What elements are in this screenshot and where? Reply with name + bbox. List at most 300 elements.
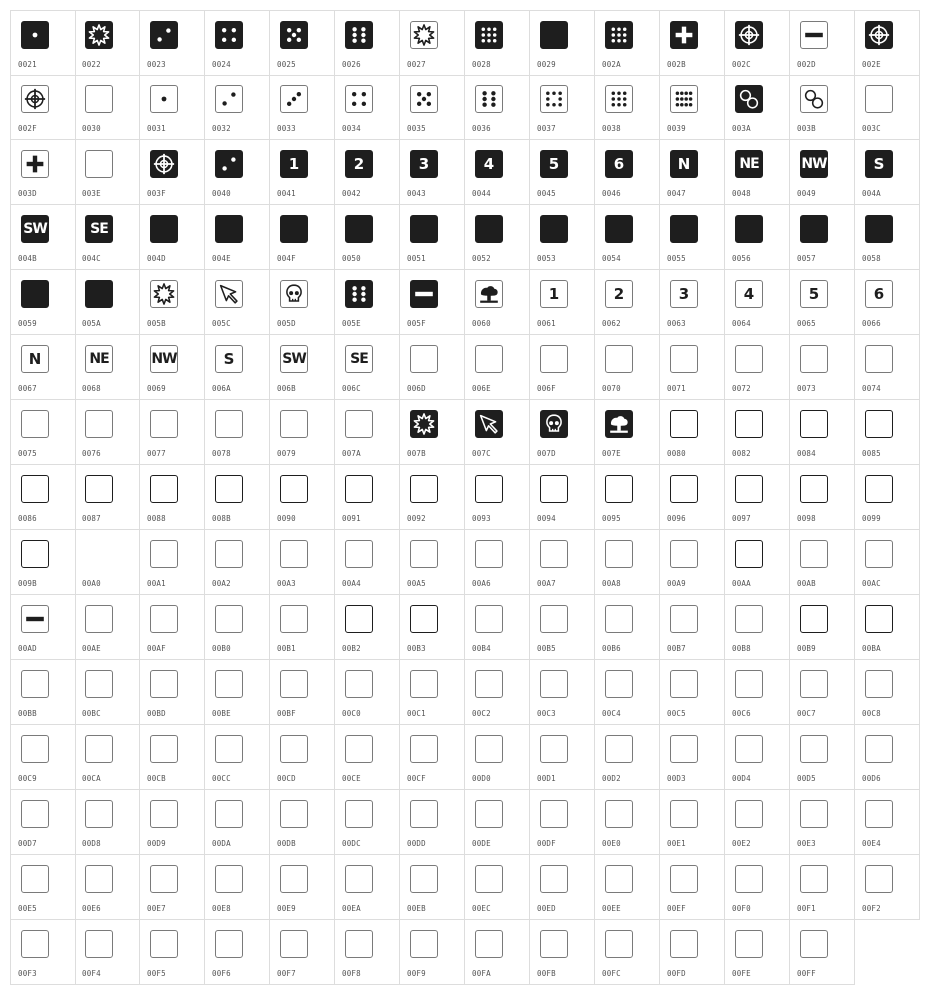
- glyph-code: 004E: [212, 254, 231, 263]
- glyph-cell[interactable]: [530, 725, 595, 790]
- glyph-cell[interactable]: [465, 855, 530, 920]
- glyph-code: 005A: [82, 319, 101, 328]
- glyph-cell[interactable]: [725, 270, 790, 335]
- glyph-cell[interactable]: [725, 140, 790, 205]
- glyph-cell[interactable]: [205, 465, 270, 530]
- glyph-cell[interactable]: [530, 270, 595, 335]
- glyph-cell[interactable]: [530, 595, 595, 660]
- glyph-cell[interactable]: [10, 790, 76, 855]
- glyph-code: 00A7: [537, 579, 556, 588]
- glyph-cell[interactable]: [660, 595, 725, 660]
- glyph-cell[interactable]: [855, 10, 920, 76]
- glyph-cell[interactable]: [530, 920, 595, 985]
- glyph-cell[interactable]: [725, 400, 790, 465]
- glyph-cell[interactable]: [855, 855, 920, 920]
- glyph-cell[interactable]: [660, 725, 725, 790]
- glyph-cell[interactable]: [270, 725, 335, 790]
- glyph-cell[interactable]: [140, 75, 205, 140]
- glyph-cell[interactable]: [335, 335, 400, 400]
- glyph-cell[interactable]: [465, 530, 530, 595]
- glyph-cell[interactable]: [725, 920, 790, 985]
- glyph-cell[interactable]: [10, 335, 76, 400]
- glyph-cell[interactable]: [595, 920, 660, 985]
- glyph-code: 003D: [18, 189, 37, 198]
- blank-glyph: [280, 865, 308, 893]
- glyph-cell[interactable]: [10, 595, 76, 660]
- glyph-cell[interactable]: [790, 790, 855, 855]
- glyph-cell[interactable]: [595, 10, 660, 76]
- glyph-code: 00E6: [82, 904, 101, 913]
- dot-icon: [21, 21, 49, 49]
- glyph-cell[interactable]: [790, 595, 855, 660]
- glyph-cell[interactable]: [205, 855, 270, 920]
- glyph-code: 0066: [862, 319, 881, 328]
- glyph-cell[interactable]: [10, 465, 76, 530]
- glyph-cell[interactable]: [595, 660, 660, 725]
- blank-glyph: [475, 475, 503, 503]
- glyph-cell[interactable]: [270, 10, 335, 76]
- blank-glyph: [475, 540, 503, 568]
- glyph-cell[interactable]: [270, 465, 335, 530]
- glyph-cell[interactable]: [400, 400, 465, 465]
- glyph-code: 006C: [342, 384, 361, 393]
- glyph-cell[interactable]: [335, 725, 400, 790]
- glyph-cell[interactable]: [725, 790, 790, 855]
- glyph-cell[interactable]: [75, 335, 140, 400]
- glyph-cell[interactable]: [530, 205, 595, 270]
- glyph-text: NE: [739, 156, 759, 172]
- glyph-code: 00F0: [732, 904, 751, 913]
- glyph-cell[interactable]: [335, 205, 400, 270]
- glyph-cell[interactable]: [10, 205, 76, 270]
- glyph-cell[interactable]: [75, 595, 140, 660]
- glyph-cell[interactable]: [465, 205, 530, 270]
- glyph-cell[interactable]: [335, 920, 400, 985]
- blank-glyph: [215, 865, 243, 893]
- die-4-icon: [215, 21, 243, 49]
- glyph-cell[interactable]: [335, 400, 400, 465]
- text-glyph: [735, 150, 763, 178]
- blank-glyph: [150, 930, 178, 958]
- glyph-cell[interactable]: [335, 140, 400, 205]
- glyph-cell[interactable]: [335, 855, 400, 920]
- glyph-cell[interactable]: [595, 400, 660, 465]
- blank-glyph: [800, 475, 828, 503]
- glyph-cell[interactable]: [595, 725, 660, 790]
- glyph-cell[interactable]: [140, 205, 205, 270]
- glyph-cell[interactable]: [335, 270, 400, 335]
- glyph-cell[interactable]: [205, 400, 270, 465]
- blank-glyph: [670, 215, 698, 243]
- glyph-cell[interactable]: [790, 465, 855, 530]
- glyph-text: S: [223, 349, 235, 368]
- glyph-cell[interactable]: [140, 855, 205, 920]
- glyph-code: 00E8: [212, 904, 231, 913]
- glyph-cell[interactable]: [10, 10, 76, 76]
- glyph-cell[interactable]: [855, 790, 920, 855]
- glyph-code: 008B: [212, 514, 231, 523]
- glyph-cell[interactable]: [855, 335, 920, 400]
- glyph-cell[interactable]: [140, 595, 205, 660]
- glyph-cell[interactable]: [400, 725, 465, 790]
- glyph-cell[interactable]: [205, 335, 270, 400]
- glyph-cell[interactable]: [75, 920, 140, 985]
- glyph-cell[interactable]: [595, 270, 660, 335]
- glyph-text: NE: [89, 351, 109, 367]
- glyph-cell[interactable]: [335, 790, 400, 855]
- glyph-cell[interactable]: [725, 335, 790, 400]
- text-glyph: [21, 215, 49, 243]
- glyph-cell[interactable]: [335, 595, 400, 660]
- glyph-cell[interactable]: [530, 855, 595, 920]
- glyph-cell[interactable]: [75, 205, 140, 270]
- glyph-cell[interactable]: [595, 790, 660, 855]
- glyph-cell[interactable]: [75, 140, 140, 205]
- glyph-cell[interactable]: [855, 725, 920, 790]
- glyph-cell[interactable]: [595, 140, 660, 205]
- glyph-cell[interactable]: [140, 270, 205, 335]
- blank-glyph: [150, 800, 178, 828]
- glyph-cell[interactable]: [400, 530, 465, 595]
- glyph-code: 00F3: [18, 969, 37, 978]
- glyph-cell[interactable]: [400, 920, 465, 985]
- glyph-cell[interactable]: [465, 10, 530, 76]
- die-9-icon: [605, 21, 633, 49]
- glyph-cell[interactable]: [660, 140, 725, 205]
- text-glyph: [800, 150, 828, 178]
- glyph-code: 00AC: [862, 579, 881, 588]
- glyph-cell[interactable]: [790, 400, 855, 465]
- glyph-cell[interactable]: [140, 790, 205, 855]
- glyph-cell[interactable]: [725, 725, 790, 790]
- glyph-cell[interactable]: [140, 920, 205, 985]
- glyph-code: 00FF: [797, 969, 816, 978]
- glyph-cell[interactable]: [790, 920, 855, 985]
- glyph-cell[interactable]: [400, 595, 465, 660]
- glyph-cell[interactable]: [855, 660, 920, 725]
- glyph-code: 0029: [537, 60, 556, 69]
- glyph-cell[interactable]: [595, 595, 660, 660]
- glyph-cell[interactable]: [270, 920, 335, 985]
- glyph-cell[interactable]: [270, 75, 335, 140]
- glyph-cell[interactable]: [10, 725, 76, 790]
- glyph-cell[interactable]: [465, 465, 530, 530]
- glyph-code: 00DE: [472, 839, 491, 848]
- blank-glyph: [865, 605, 893, 633]
- glyph-cell[interactable]: [140, 465, 205, 530]
- glyph-code: 0061: [537, 319, 556, 328]
- glyph-cell[interactable]: [75, 660, 140, 725]
- glyph-code: 00C0: [342, 709, 361, 718]
- blank-glyph: [475, 735, 503, 763]
- glyph-cell[interactable]: [595, 205, 660, 270]
- glyph-code: 0064: [732, 319, 751, 328]
- blank-glyph: [865, 215, 893, 243]
- glyph-cell[interactable]: [205, 920, 270, 985]
- glyph-cell[interactable]: [855, 595, 920, 660]
- glyph-cell[interactable]: [335, 465, 400, 530]
- glyph-cell[interactable]: [270, 855, 335, 920]
- blank-glyph: [150, 410, 178, 438]
- glyph-code: 0041: [277, 189, 296, 198]
- glyph-cell[interactable]: [530, 790, 595, 855]
- glyph-cell[interactable]: [595, 75, 660, 140]
- blank-glyph: [540, 865, 568, 893]
- glyph-cell[interactable]: [725, 10, 790, 76]
- glyph-cell[interactable]: [530, 75, 595, 140]
- glyph-cell[interactable]: [10, 855, 76, 920]
- glyph-code: 004B: [18, 254, 37, 263]
- skull-icon: [280, 280, 308, 308]
- glyph-code: 00B2: [342, 644, 361, 653]
- glyph-cell[interactable]: [855, 75, 920, 140]
- glyph-cell[interactable]: [855, 400, 920, 465]
- glyph-cell[interactable]: [660, 855, 725, 920]
- glyph-cell[interactable]: [790, 660, 855, 725]
- glyph-cell[interactable]: [465, 920, 530, 985]
- glyph-cell[interactable]: [75, 75, 140, 140]
- glyph-cell[interactable]: [335, 75, 400, 140]
- glyph-cell[interactable]: [465, 595, 530, 660]
- glyph-code: 00D5: [797, 774, 816, 783]
- blank-glyph: [865, 475, 893, 503]
- glyph-cell[interactable]: [140, 335, 205, 400]
- text-glyph: [345, 150, 373, 178]
- glyph-code: 006F: [537, 384, 556, 393]
- glyph-cell[interactable]: [465, 140, 530, 205]
- glyph-cell[interactable]: [855, 530, 920, 595]
- glyph-cell[interactable]: [855, 205, 920, 270]
- glyph-cell[interactable]: [140, 140, 205, 205]
- glyph-cell[interactable]: [660, 335, 725, 400]
- glyph-code: 00C7: [797, 709, 816, 718]
- glyph-cell[interactable]: [75, 855, 140, 920]
- glyph-code: 00D8: [82, 839, 101, 848]
- text-glyph: [605, 150, 633, 178]
- glyph-cell[interactable]: [660, 790, 725, 855]
- glyph-cell[interactable]: [530, 400, 595, 465]
- glyph-cell[interactable]: [465, 335, 530, 400]
- glyph-cell[interactable]: [205, 270, 270, 335]
- glyph-cell[interactable]: [75, 725, 140, 790]
- blank-glyph: [735, 215, 763, 243]
- blank-glyph: [280, 475, 308, 503]
- glyph-code: 0051: [407, 254, 426, 263]
- glyph-code: 0030: [82, 124, 101, 133]
- glyph-code: 0040: [212, 189, 231, 198]
- blank-glyph: [280, 215, 308, 243]
- glyph-code: 007A: [342, 449, 361, 458]
- glyph-cell[interactable]: [465, 790, 530, 855]
- glyph-cell[interactable]: [465, 660, 530, 725]
- glyph-cell[interactable]: [270, 790, 335, 855]
- glyph-cell[interactable]: [595, 465, 660, 530]
- blank-glyph: [410, 930, 438, 958]
- glyph-cell[interactable]: [270, 270, 335, 335]
- glyph-cell[interactable]: [790, 855, 855, 920]
- glyph-cell[interactable]: [660, 75, 725, 140]
- glyph-cell[interactable]: [530, 660, 595, 725]
- glyph-cell[interactable]: [400, 140, 465, 205]
- glyph-cell[interactable]: [855, 140, 920, 205]
- glyph-code: 0092: [407, 514, 426, 523]
- glyph-cell[interactable]: [400, 10, 465, 76]
- glyph-cell[interactable]: [75, 400, 140, 465]
- glyph-text: 6: [873, 284, 885, 303]
- glyph-cell[interactable]: [10, 530, 76, 595]
- glyph-cell[interactable]: [725, 855, 790, 920]
- glyph-cell[interactable]: [660, 920, 725, 985]
- glyph-cell[interactable]: [335, 660, 400, 725]
- blank-glyph: [410, 800, 438, 828]
- glyph-cell[interactable]: [270, 595, 335, 660]
- glyph-code: 00AE: [82, 644, 101, 653]
- glyph-cell[interactable]: [205, 530, 270, 595]
- glyph-cell[interactable]: [270, 530, 335, 595]
- glyph-cell[interactable]: [205, 725, 270, 790]
- glyph-text: N: [677, 154, 691, 173]
- glyph-cell[interactable]: [75, 270, 140, 335]
- glyph-cell[interactable]: [205, 790, 270, 855]
- glyph-cell[interactable]: [530, 530, 595, 595]
- blank-glyph: [475, 345, 503, 373]
- glyph-cell[interactable]: [140, 660, 205, 725]
- glyph-code: 00C8: [862, 709, 881, 718]
- glyph-code: 0042: [342, 189, 361, 198]
- glyph-cell[interactable]: [140, 400, 205, 465]
- blank-glyph: [800, 540, 828, 568]
- glyph-cell[interactable]: [790, 75, 855, 140]
- die-9-icon: [605, 85, 633, 113]
- glyph-cell[interactable]: [855, 270, 920, 335]
- minus-icon: [410, 280, 438, 308]
- glyph-cell[interactable]: [660, 205, 725, 270]
- glyph-cell[interactable]: [465, 725, 530, 790]
- glyph-cell[interactable]: [465, 270, 530, 335]
- glyph-cell[interactable]: [400, 465, 465, 530]
- glyph-cell[interactable]: [10, 400, 76, 465]
- glyph-cell[interactable]: [465, 75, 530, 140]
- glyph-cell[interactable]: [400, 75, 465, 140]
- glyph-cell[interactable]: [270, 140, 335, 205]
- blank-glyph: [735, 865, 763, 893]
- glyph-cell[interactable]: [790, 10, 855, 76]
- glyph-cell[interactable]: [270, 205, 335, 270]
- blank-glyph: [150, 215, 178, 243]
- glyph-cell[interactable]: [205, 75, 270, 140]
- glyph-cell[interactable]: [660, 400, 725, 465]
- glyph-cell[interactable]: [530, 10, 595, 76]
- glyph-cell[interactable]: [595, 335, 660, 400]
- glyph-code: 007E: [602, 449, 621, 458]
- blank-glyph: [865, 345, 893, 373]
- glyph-cell[interactable]: [530, 335, 595, 400]
- glyph-cell[interactable]: [75, 10, 140, 76]
- glyph-code: 00B9: [797, 644, 816, 653]
- blank-glyph: [540, 475, 568, 503]
- glyph-cell[interactable]: [790, 725, 855, 790]
- glyph-cell[interactable]: [140, 725, 205, 790]
- glyph-cell[interactable]: [10, 660, 76, 725]
- glyph-code: 00CA: [82, 774, 101, 783]
- glyph-cell[interactable]: [10, 75, 76, 140]
- glyph-cell[interactable]: [75, 465, 140, 530]
- glyph-cell[interactable]: [205, 140, 270, 205]
- glyph-cell[interactable]: [660, 660, 725, 725]
- glyph-code: 00B6: [602, 644, 621, 653]
- glyph-cell[interactable]: [140, 10, 205, 76]
- blank-glyph: [800, 605, 828, 633]
- glyph-code: 00A5: [407, 579, 426, 588]
- glyph-cell[interactable]: [270, 660, 335, 725]
- glyph-cell[interactable]: [270, 335, 335, 400]
- glyph-cell[interactable]: [725, 205, 790, 270]
- glyph-cell[interactable]: [595, 855, 660, 920]
- glyph-cell[interactable]: [660, 10, 725, 76]
- glyph-cell[interactable]: [335, 10, 400, 76]
- glyph-cell[interactable]: [725, 595, 790, 660]
- glyph-cell[interactable]: [530, 465, 595, 530]
- glyph-cell[interactable]: [270, 400, 335, 465]
- glyph-cell[interactable]: [725, 530, 790, 595]
- glyph-cell[interactable]: [790, 270, 855, 335]
- glyph-cell[interactable]: [725, 465, 790, 530]
- glyph-cell[interactable]: [205, 660, 270, 725]
- glyph-cell[interactable]: [790, 335, 855, 400]
- glyph-cell[interactable]: [205, 205, 270, 270]
- glyph-code: 0028: [472, 60, 491, 69]
- glyph-cell[interactable]: [205, 10, 270, 76]
- glyph-cell[interactable]: [335, 530, 400, 595]
- glyph-cell[interactable]: [10, 920, 76, 985]
- glyph-cell[interactable]: [660, 465, 725, 530]
- glyph-cell[interactable]: [725, 660, 790, 725]
- glyph-cell[interactable]: [10, 140, 76, 205]
- blank-glyph: [605, 930, 633, 958]
- glyph-cell[interactable]: [400, 790, 465, 855]
- glyph-code: 00F8: [342, 969, 361, 978]
- glyph-cell[interactable]: [400, 855, 465, 920]
- glyph-cell[interactable]: [400, 660, 465, 725]
- glyph-cell[interactable]: [790, 140, 855, 205]
- glyph-cell[interactable]: [75, 530, 140, 595]
- glyph-cell[interactable]: [790, 530, 855, 595]
- glyph-cell[interactable]: [10, 270, 76, 335]
- blank-glyph: [85, 865, 113, 893]
- glyph-cell[interactable]: [400, 270, 465, 335]
- glyph-cell[interactable]: [140, 530, 205, 595]
- glyph-cell[interactable]: [400, 205, 465, 270]
- glyph-cell[interactable]: [725, 75, 790, 140]
- glyph-code: 00C4: [602, 709, 621, 718]
- glyph-code: 00E5: [18, 904, 37, 913]
- die-6-icon: [345, 280, 373, 308]
- glyph-cell[interactable]: [205, 595, 270, 660]
- glyph-cell[interactable]: [400, 335, 465, 400]
- glyph-cell[interactable]: [465, 400, 530, 465]
- glyph-cell[interactable]: [660, 530, 725, 595]
- glyph-code: 0090: [277, 514, 296, 523]
- blank-glyph: [865, 735, 893, 763]
- glyph-code: 00DF: [537, 839, 556, 848]
- glyph-cell[interactable]: [855, 465, 920, 530]
- glyph-cell[interactable]: [595, 530, 660, 595]
- glyph-cell[interactable]: [790, 205, 855, 270]
- glyph-cell[interactable]: [660, 270, 725, 335]
- glyph-cell[interactable]: [75, 790, 140, 855]
- glyph-cell[interactable]: [530, 140, 595, 205]
- glyph-code: 00E0: [602, 839, 621, 848]
